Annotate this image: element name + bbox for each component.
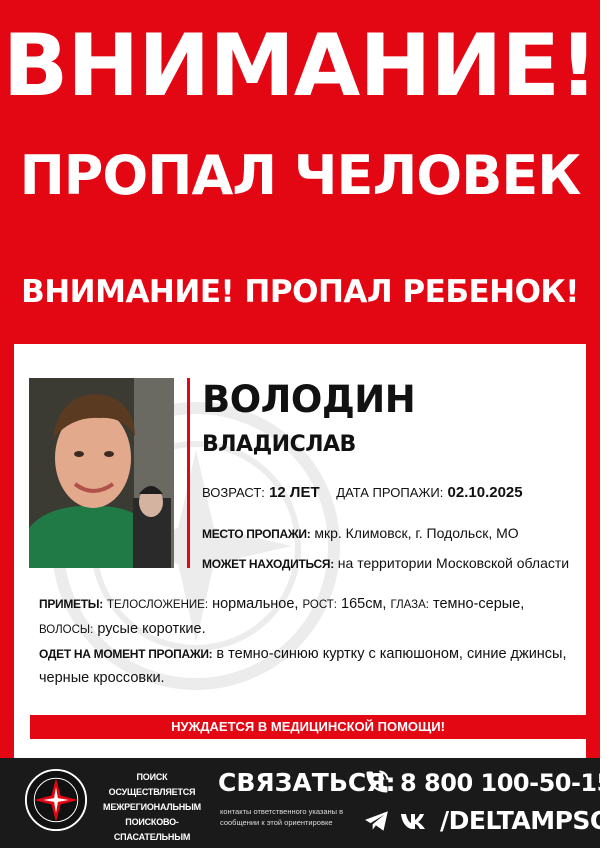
telegram-icon[interactable] (364, 810, 390, 832)
social-handle[interactable]: /DELTAMPSO (440, 806, 611, 835)
search-team-text (96, 770, 208, 860)
place-line (202, 523, 519, 544)
contact-note: контакты ответственного указаны в сообщении к этой ориентировке (220, 807, 344, 827)
search-line: ПОИСКОВО-СПАСАТЕЛЬНЫМ (113, 817, 191, 842)
info-card (14, 344, 586, 758)
vk-icon[interactable] (400, 808, 430, 834)
maybe-label: МОЖЕТ НАХОДИТЬСЯ: (202, 557, 334, 571)
person-surname: ВОЛОДИН (202, 378, 416, 421)
date-value: 02.10.2025 (447, 484, 523, 501)
contact-title: СВЯЗАТЬСЯ: (218, 768, 396, 797)
height-value: 165см, (341, 596, 387, 612)
age-date-line (202, 482, 523, 504)
medical-help-banner: НУЖДАЕТСЯ В МЕДИЦИНСКОЙ ПОМОЩИ! (30, 715, 586, 739)
hair-label: ВОЛОСЫ: (39, 624, 94, 636)
maybe-location-line (202, 553, 569, 574)
search-line: ОТРЯДОМ «ДЕЛЬТА» (106, 847, 198, 857)
height-label: РОСТ: (302, 599, 337, 611)
portrait-icon (29, 378, 174, 568)
place-value: мкр. Климовск, г. Подольск, МО (314, 525, 519, 541)
footer (0, 758, 613, 857)
hair-value: русые короткие. (97, 621, 206, 637)
photo-divider (187, 378, 190, 568)
poster-title: ВНИМАНИЕ! (2, 16, 598, 116)
place-label: МЕСТО ПРОПАЖИ: (202, 527, 311, 541)
build-value: нормальное, (212, 596, 299, 612)
eyes-value: темно-серые, (433, 596, 525, 612)
poster-subtitle: ПРОПАЛ ЧЕЛОВЕК (19, 144, 581, 207)
signs-label: ПРИМЕТЫ: (39, 597, 103, 611)
date-label: ДАТА ПРОПАЖИ: (336, 485, 444, 500)
person-first-name: ВЛАДИСЛАВ (202, 432, 356, 457)
age-label: ВОЗРАСТ: (202, 485, 265, 500)
emblem-icon (24, 768, 88, 832)
phone-number[interactable]: 8 800 100-50-15 (400, 769, 613, 797)
eyes-label: ГЛАЗА: (390, 599, 429, 611)
clothes-paragraph (39, 642, 574, 690)
age-value: 12 ЛЕТ (269, 484, 320, 501)
alert-line: ВНИМАНИЕ! ПРОПАЛ РЕБЕНОК! (21, 274, 579, 310)
signs-paragraph (39, 592, 574, 642)
person-photo (29, 378, 174, 568)
search-line: МЕЖРЕГИОНАЛЬНЫМ (103, 802, 201, 812)
description-block (39, 592, 574, 690)
clothes-label: ОДЕТ НА МОМЕНТ ПРОПАЖИ: (39, 647, 213, 661)
phone-icon (363, 768, 391, 796)
build-label: ТЕЛОСЛОЖЕНИЕ: (106, 599, 209, 611)
clothes-value: в темно-синюю куртку с капюшоном, синие джинсы, черные кроссовки. (39, 646, 567, 686)
maybe-value: на территории Московской области (337, 555, 570, 571)
search-line: ПОИСК ОСУЩЕСТВЛЯЕТСЯ (108, 772, 196, 797)
